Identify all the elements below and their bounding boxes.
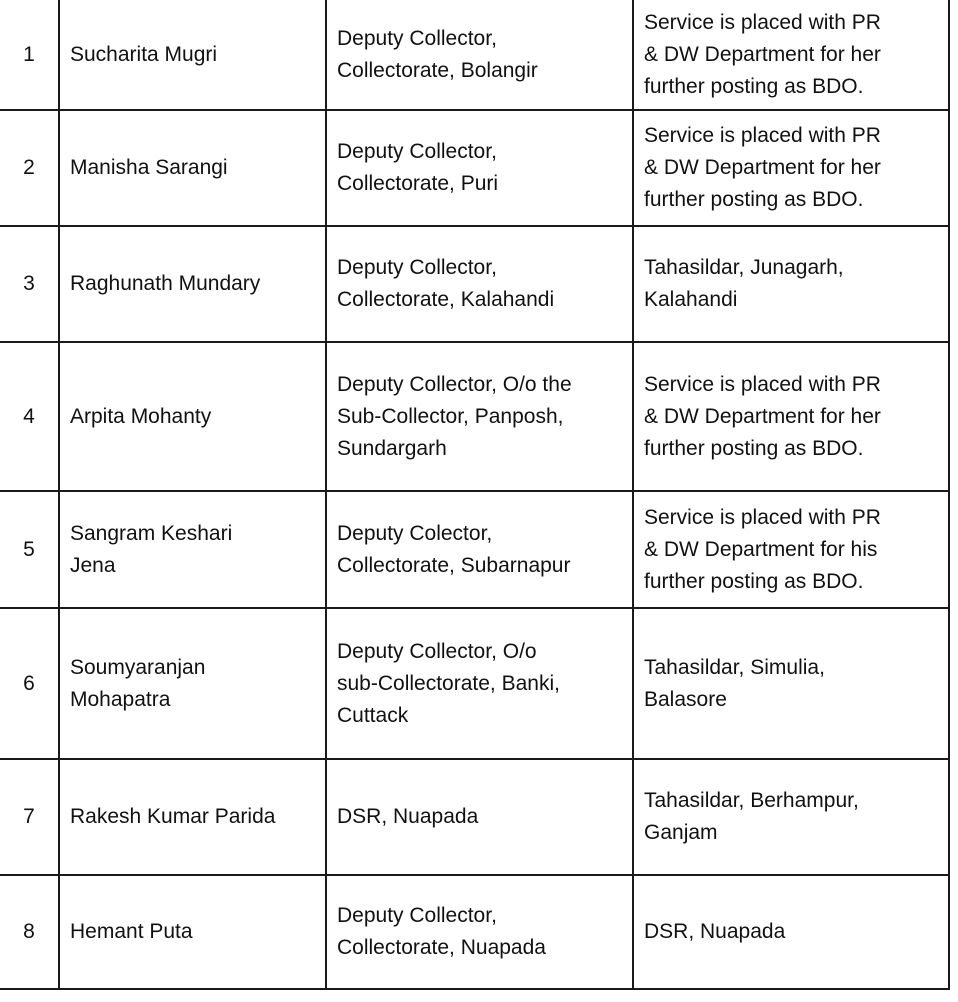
officer-name: Raghunath Mundary [70,272,261,295]
new-posting: Service is placed with PR & DW Department for her further posting as BDO. [644,372,881,460]
serial-number: 1 [0,0,59,110]
present-posting: Deputy Collector, Collectorate, Bolangir [337,26,538,82]
officer-name: Manisha Sarangi [70,156,228,179]
serial-number: 3 [0,226,59,342]
serial-number: 7 [0,759,59,875]
serial-number: 8 [0,875,59,989]
table-row [0,491,949,608]
serial-number: 2 [0,110,59,226]
present-posting: DSR, Nuapada [337,805,479,828]
table-row [0,608,949,759]
officer-name: Hemant Puta [70,920,193,943]
present-posting: Deputy Colector, Collectorate, Subarnapur [337,521,571,577]
officer-name: Sucharita Mugri [70,42,218,66]
officer-name: Soumyaranjan Mohapatra [70,655,206,711]
present-posting: Deputy Collector, O/o sub-Collectorate, Banki, Cuttack [337,639,560,727]
table-row [0,875,949,989]
serial-number: 5 [0,491,59,608]
new-posting: Tahasildar, Berhampur, Ganjam [644,789,859,844]
new-posting: Tahasildar, Junagarh, Kalahandi [644,256,844,311]
officer-name: Arpita Mohanty [70,404,212,428]
present-posting: Deputy Collector, O/o the Sub-Collector, Panposh, Sundargarh [337,372,572,460]
table-row [0,759,949,875]
table-row [0,0,949,110]
new-posting: Tahasildar, Simulia, Balasore [644,655,825,711]
officer-name: Rakesh Kumar Parida [70,805,276,828]
serial-number: 6 [0,608,59,759]
officer-name: Sangram Keshari Jena [70,521,233,577]
table-row [0,342,949,491]
new-posting: Service is placed with PR & DW Department for his further posting as BDO. [644,505,881,593]
new-posting: Service is placed with PR & DW Department for her further posting as BDO. [644,10,881,98]
table-row [0,110,949,226]
present-posting: Deputy Collector, Collectorate, Kalahandi [337,256,555,311]
table-row [0,226,949,342]
serial-number: 4 [0,342,59,491]
present-posting: Deputy Collector, Collectorate, Nuapada [337,904,546,959]
new-posting: DSR, Nuapada [644,920,786,943]
present-posting: Deputy Collector, Collectorate, Puri [337,140,499,195]
new-posting: Service is placed with PR & DW Department for her further posting as BDO. [644,124,881,211]
